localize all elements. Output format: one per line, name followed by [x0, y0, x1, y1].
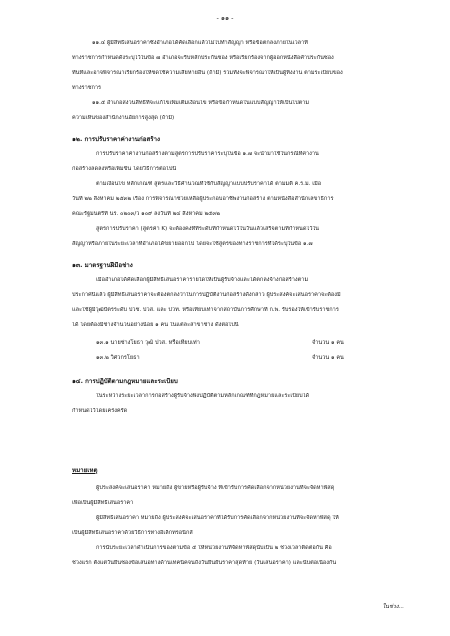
note-2-line-1: ผู้มีสิทธิเสนอราคา หมายถึง ผู้ประสงค์จะเสนอราคาที่ได้รับการคัดเลือกจากหน่วยงานที่จะจัดหาพัสดุ ให้ [96, 515, 339, 521]
section-12-p1-line-2: ก่อสร้างลดลงหรือเพิ่มขึ้น โดยวิธีการต่อไปนี้ [72, 166, 177, 172]
section-12-p3-line-2: สัญญาหรือภายในระยะเวลาที่อำเภอได้ขยายออกไป โดยจะใช้สูตรของทางราชการที่ได้ระบุในข้อ ๑.๗ [72, 241, 313, 247]
section-13-p1-line-3: และใช้ผู้มีวุฒิบัตรระดับ ปวช. ปวส. และ ปวท. หรือเทียบเท่าจากสถาบันการศึกษาที่ ก.พ. รับรองให้เข้ารับราชการ [72, 307, 339, 313]
section-12-heading: ๑๒. การปรับราคาค่างานก่อสร้าง [72, 136, 161, 143]
note-1-line-2: เพื่อเป็นผู้มีสิทธิเสนอราคา [72, 500, 134, 506]
section-13-item-2-amount: จำนวน ๑ คน [312, 355, 344, 361]
clause-11-4-line-3: ทันทีและอาจพิจารณาเรียกร้องให้ชดใช้ความเสียหายอื่น (ถ้ามี) รวมทั้งจะพิจารณาให้เป็นผู้ทิ้งงาน ตามระเบียบของ [72, 70, 343, 76]
section-12-p3-line-1: สูตรการปรับราคา (สูตรค่า K) จะต้องคงที่ที่ระดับที่กำหนดไว้ในวันแล้วเสร็จตามที่กำหนดไว้ใน [96, 226, 320, 232]
clause-11-4-line-1: ๑๑.๔ ผู้มีสิทธิเสนอราคาซึ่งอำเภอได้คัดเลือกแล้วไม่ไปทำสัญญา หรือข้อตกลงภายในเวลาที่ [92, 40, 308, 46]
section-13-p1-line-1: เมื่ออำเภอได้คัดเลือกผู้มีสิทธิเสนอราคารายใดให้เป็นผู้รับจ้างและได้ตกลงจ้างก่อสร้างตาม [96, 277, 309, 283]
section-14-p1-line-1: ในระหว่างระยะเวลาการก่อสร้างผู้รับจ้างพึงปฏิบัติตามหลักเกณฑ์ที่กฎหมายและระเบียบได้ [96, 393, 310, 399]
page-number: - ๑๑ - [216, 14, 234, 22]
clause-11-5-line-1: ๑๑.๕ อำเภอสงวนสิทธิ์ที่จะแก้ไขเพิ่มเติมเงื่อนไข หรือข้อกำหนดในแบบสัญญาให้เป็นไปตาม [92, 100, 310, 106]
section-14-p1-line-2: กำหนดไว้โดยเคร่งครัด [72, 408, 128, 414]
clause-11-5-line-2: ความเห็นของสำนักงานอัยการสูงสุด (ถ้ามี) [72, 115, 175, 121]
note-2-line-2: เป็นผู้มีสิทธิเสนอราคาด้วยวิธีการทางอิเล็กทรอนิกส์ [72, 530, 193, 536]
note-3-line-2: ช่วงแรก ตั้งแต่วันยื่นซองข้อเสนอทางด้านเทคนิคจนถึงวันยื่นยันราคาสุดท้าย (วันเสนอราคา) และนับต่อเนื่องกัน [72, 560, 337, 566]
section-13-item-1-amount: จำนวน ๑ คน [312, 340, 344, 346]
note-1-line-1: ผู้ประสงค์จะเสนอราคา หมายถึง ผู้ขายหรือผู้รับจ้าง ที่เข้ารับการคัดเลือกจากหน่วยงานที่จะจัดหาพัสดุ [96, 485, 335, 491]
section-13-item-1-label: ๑๓.๑ นายช่างโยธา วุฒิ ปวส. หรือเทียบเท่า [96, 340, 200, 346]
clause-11-4-line-4: ทางราชการ [72, 85, 102, 91]
clause-11-4-line-2: ทางราชการกำหนดดังระบุไว้ในข้อ ๗ อำเภอจะริบหลักประกันซอง หรือเรียกร้องจากผู้ออกหนังสือค้ำประกันซอง [72, 55, 334, 61]
notes-heading: หมายเหตุ [72, 467, 98, 474]
note-3-line-1: การนับระยะเวลาดำเนินการของตามข้อ ๕ ให้หน่วยงานที่จัดหาพัสดุนับเป็น ๒ ช่วงเวลาติดต่อกัน คือ [96, 545, 332, 551]
section-12-p2-line-2: วันที่ ๒๒ สิงหาคม ๒๕๓๒ เรื่อง การพิจารณาช่วยเหลือผู้ประกอบอาชีพงานก่อสร้าง ตามหนังสือสำนักเลขาธิการ [72, 196, 334, 202]
section-13-p1-line-2: ประกาศนี้แล้ว ผู้มีสิทธิเสนอราคาจะต้องตกลงว่าในการปฏิบัติงานก่อสร้างดังกล่าว ผู้ประสงค์จะเสนอราคาจะต้องมี [72, 292, 341, 298]
section-14-heading: ๑๔. การปฏิบัติตามกฎหมายและระเบียบ [72, 378, 178, 385]
continuation-text: ในช่วง... [382, 604, 404, 610]
section-12-p2-line-3: คณะรัฐมนตรีที่ นร. ๐๒๐๓/ว ๑๐๙ ลงวันที่ ๒๔ สิงหาคม ๒๕๓๒ [72, 211, 220, 217]
section-13-item-2-label: ๑๓.๒ วิศวกรโยธา [96, 355, 140, 361]
section-13-heading: ๑๓. มาตรฐานฝีมือช่าง [72, 262, 133, 269]
section-12-p2-line-1: ตามเงื่อนไข หลักเกณฑ์ สูตรและวิธีคำนวณที่ใช้กับสัญญาแบบปรับราคาได้ ตามมติ ค.ร.ม. เมื่อ [96, 181, 322, 187]
section-13-p1-line-4: ได้ โดยต้องมีช่างจำนวนอย่างน้อย ๑ คน ในแต่ละสาขาช่าง ดังต่อไปนี้ [72, 322, 239, 328]
section-12-p1-line-1: การปรับราคาค่างานก่อสร้างตามสูตรการปรับราคาระบุในข้อ ๑.๗ จะนำมาใช้ในกรณีที่ค่างาน [96, 151, 319, 157]
